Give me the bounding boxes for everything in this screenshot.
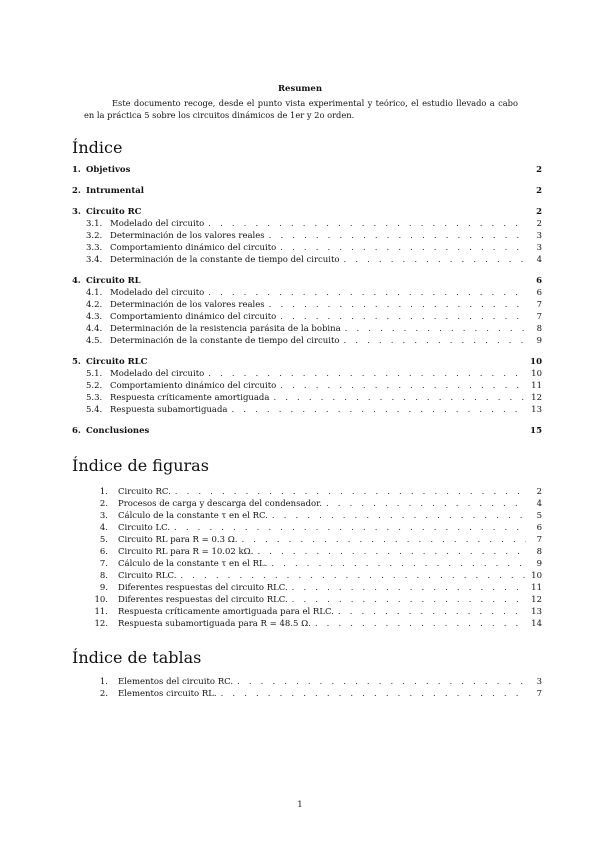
entry-title: Comportamiento dinámico del circuito xyxy=(110,243,277,253)
entry-number: 4.1. xyxy=(86,288,103,298)
dot-leader xyxy=(237,676,526,688)
toc-heading: Índice xyxy=(72,138,123,157)
dot-leader xyxy=(272,510,526,522)
entry-title: Circuito RLC. xyxy=(118,571,177,581)
entry-page-number: 10 xyxy=(531,571,542,581)
toc-section-entry[interactable] xyxy=(72,323,542,335)
entry-title: Respuesta subamortiguada para R = 48.5 Ω. xyxy=(118,619,311,629)
entry-page-number: 8 xyxy=(536,547,542,557)
entry-title: Circuito LC. xyxy=(118,523,171,533)
figure-entry[interactable] xyxy=(84,618,542,630)
entry-page-number: 6 xyxy=(536,288,542,298)
entry-number: 5. xyxy=(72,357,81,367)
entry-number: 1. xyxy=(72,165,81,175)
dot-leader xyxy=(175,486,526,498)
toc-section-entry[interactable] xyxy=(72,392,542,404)
entry-number: 3.4. xyxy=(86,255,103,265)
entry-number: 4.4. xyxy=(86,324,103,334)
abstract-text: Este documento recoge, desde el punto vista experimental y teórico, el estudio llevado a cabo en la práctica 5 sobre los circuitos dinámicos de 1er y 2o orden. xyxy=(84,98,518,120)
entry-number: 11. xyxy=(94,607,108,617)
dot-leader xyxy=(269,230,526,242)
entry-page-number: 12 xyxy=(531,393,542,403)
toc-chapter-entry[interactable] xyxy=(72,275,542,287)
entry-page-number: 14 xyxy=(531,619,542,629)
entry-page-number: 3 xyxy=(536,677,542,687)
entry-title: Diferentes respuestas del circuito RLC. xyxy=(118,595,288,605)
dot-leader xyxy=(208,287,526,299)
entry-page-number: 7 xyxy=(536,535,542,545)
dot-leader xyxy=(241,534,526,546)
toc-section-entry[interactable] xyxy=(72,335,542,347)
toc-chapter-block xyxy=(72,206,542,266)
figure-entry[interactable] xyxy=(84,510,542,522)
entry-page-number: 13 xyxy=(531,405,542,415)
entry-number: 5.4. xyxy=(86,405,103,415)
figure-entry[interactable] xyxy=(84,534,542,546)
dot-leader xyxy=(338,606,526,618)
entry-page-number: 2 xyxy=(536,219,542,229)
entry-title: Determinación de la resistencia parásita de la bobina xyxy=(110,324,341,334)
entry-page-number: 11 xyxy=(531,583,542,593)
entry-page-number: 3 xyxy=(536,243,542,253)
dot-leader xyxy=(326,498,526,510)
entry-page-number: 7 xyxy=(536,300,542,310)
entry-number: 4. xyxy=(99,523,108,533)
entry-page-number: 5 xyxy=(536,511,542,521)
toc-section-entry[interactable] xyxy=(72,299,542,311)
entry-number: 4.2. xyxy=(86,300,103,310)
entry-page-number: 7 xyxy=(536,312,542,322)
entry-page-number: 12 xyxy=(531,595,542,605)
dot-leader xyxy=(292,582,526,594)
toc-section-entry[interactable] xyxy=(72,404,542,416)
figure-entry[interactable] xyxy=(84,546,542,558)
entry-title: Conclusiones xyxy=(86,426,150,436)
figure-entry[interactable] xyxy=(84,558,542,570)
entry-number: 4.3. xyxy=(86,312,103,322)
figure-entry[interactable] xyxy=(84,570,542,582)
entry-page-number: 2 xyxy=(536,165,542,175)
entry-title: Circuito RL para R = 10.02 kΩ. xyxy=(118,547,254,557)
entry-number: 1. xyxy=(99,677,108,687)
dot-leader xyxy=(344,335,526,347)
entry-page-number: 15 xyxy=(530,426,542,436)
figure-entry[interactable] xyxy=(84,486,542,498)
entry-number: 3.2. xyxy=(86,231,103,241)
table-entry[interactable] xyxy=(84,676,542,688)
entry-number: 10. xyxy=(94,595,108,605)
toc-section-entry[interactable] xyxy=(72,311,542,323)
dot-leader xyxy=(208,218,526,230)
figure-entry[interactable] xyxy=(84,582,542,594)
dot-leader xyxy=(280,311,526,323)
entry-page-number: 7 xyxy=(536,689,542,699)
entry-number: 7. xyxy=(99,559,108,569)
entry-page-number: 2 xyxy=(536,207,542,217)
entry-page-number: 2 xyxy=(536,186,542,196)
dot-leader xyxy=(280,242,526,254)
dot-leader xyxy=(174,522,526,534)
entry-number: 9. xyxy=(99,583,108,593)
dot-leader xyxy=(345,323,526,335)
dot-leader xyxy=(280,380,526,392)
entry-number: 2. xyxy=(99,689,108,699)
figure-entry[interactable] xyxy=(84,522,542,534)
toc-chapter-block xyxy=(72,275,542,347)
abstract-title: Resumen xyxy=(277,84,323,94)
table-entry[interactable] xyxy=(84,688,542,700)
list-of-tables xyxy=(84,676,542,700)
entry-title: Modelado del circuito xyxy=(110,219,205,229)
dot-leader xyxy=(344,254,526,266)
dot-leader xyxy=(315,618,526,630)
page-number: 1 xyxy=(297,800,303,810)
entry-title: Determinación de los valores reales xyxy=(110,300,265,310)
entry-title: Circuito RC. xyxy=(118,487,171,497)
entry-number: 12. xyxy=(94,619,108,629)
entry-title: Respuesta críticamente amortiguada para el RLC. xyxy=(118,607,334,617)
entry-number: 3.3. xyxy=(86,243,103,253)
toc-section-entry[interactable] xyxy=(72,380,542,392)
entry-title: Modelado del circuito xyxy=(110,369,205,379)
entry-title: Objetivos xyxy=(86,165,131,175)
toc-chapter-block xyxy=(72,425,542,437)
dot-leader xyxy=(292,594,526,606)
entry-number: 1. xyxy=(99,487,108,497)
figure-entry[interactable] xyxy=(84,498,542,510)
entry-number: 4.5. xyxy=(86,336,103,346)
entry-number: 4. xyxy=(72,276,81,286)
toc-chapter-entry[interactable] xyxy=(72,164,542,176)
entry-number: 5.3. xyxy=(86,393,103,403)
entry-number: 2. xyxy=(99,499,108,509)
entry-number: 5.1. xyxy=(86,369,103,379)
entry-title: Modelado del circuito xyxy=(110,288,205,298)
entry-title: Procesos de carga y descarga del condensador. xyxy=(118,499,322,509)
toc-section-entry[interactable] xyxy=(72,254,542,266)
toc-chapter-entry[interactable] xyxy=(72,356,542,368)
entry-title: Circuito RC xyxy=(86,207,142,217)
entry-page-number: 10 xyxy=(530,357,542,367)
entry-page-number: 2 xyxy=(536,487,542,497)
entry-number: 5. xyxy=(99,535,108,545)
entry-title: Determinación de la constante de tiempo del circuito xyxy=(110,255,340,265)
entry-title: Comportamiento dinámico del circuito xyxy=(110,312,277,322)
entry-page-number: 13 xyxy=(531,607,542,617)
dot-leader xyxy=(257,546,526,558)
entry-page-number: 9 xyxy=(536,559,542,569)
entry-number: 6. xyxy=(72,426,81,436)
entry-number: 3.1. xyxy=(86,219,103,229)
dot-leader xyxy=(271,558,526,570)
figure-entry[interactable] xyxy=(84,606,542,618)
list-of-tables-heading: Índice de tablas xyxy=(72,648,202,667)
toc-section-entry[interactable] xyxy=(72,230,542,242)
dot-leader xyxy=(221,688,526,700)
entry-page-number: 9 xyxy=(536,336,542,346)
entry-page-number: 8 xyxy=(536,324,542,334)
entry-title: Elementos circuito RL. xyxy=(118,689,217,699)
table-of-contents xyxy=(72,164,542,446)
entry-number: 8. xyxy=(99,571,108,581)
toc-chapter-block xyxy=(72,185,542,197)
entry-number: 3. xyxy=(99,511,108,521)
dot-leader xyxy=(180,570,526,582)
dot-leader xyxy=(232,404,527,416)
toc-section-entry[interactable] xyxy=(72,368,542,380)
dot-leader xyxy=(208,368,526,380)
entry-title: Cálculo de la constante τ en el RC. xyxy=(118,511,268,521)
entry-title: Elementos del circuito RC. xyxy=(118,677,234,687)
entry-title: Comportamiento dinámico del circuito xyxy=(110,381,277,391)
toc-chapter-entry[interactable] xyxy=(72,185,542,197)
entry-title: Respuesta subamortiguada xyxy=(110,405,228,415)
entry-number: 3. xyxy=(72,207,81,217)
entry-title: Cálculo de la constante τ en el RL. xyxy=(118,559,268,569)
entry-number: 5.2. xyxy=(86,381,103,391)
toc-section-entry[interactable] xyxy=(72,242,542,254)
entry-title: Diferentes respuestas del circuito RLC. xyxy=(118,583,288,593)
toc-chapter-block xyxy=(72,164,542,176)
entry-page-number: 4 xyxy=(536,499,542,509)
entry-number: 2. xyxy=(72,186,81,196)
figure-entry[interactable] xyxy=(84,594,542,606)
entry-title: Circuito RL para R = 0.3 Ω. xyxy=(118,535,238,545)
entry-page-number: 3 xyxy=(536,231,542,241)
toc-chapter-entry[interactable] xyxy=(72,206,542,218)
entry-page-number: 6 xyxy=(536,276,542,286)
toc-section-entry[interactable] xyxy=(72,287,542,299)
entry-page-number: 11 xyxy=(531,381,542,391)
entry-number: 6. xyxy=(99,547,108,557)
toc-chapter-entry[interactable] xyxy=(72,425,542,437)
toc-section-entry[interactable] xyxy=(72,218,542,230)
entry-title: Respuesta críticamente amortiguada xyxy=(110,393,270,403)
entry-title: Circuito RLC xyxy=(86,357,148,367)
toc-chapter-block xyxy=(72,356,542,416)
list-of-figures-heading: Índice de figuras xyxy=(72,456,209,475)
entry-page-number: 4 xyxy=(536,255,542,265)
dot-leader xyxy=(273,392,526,404)
entry-title: Determinación de la constante de tiempo del circuito xyxy=(110,336,340,346)
list-of-figures xyxy=(84,486,542,630)
dot-leader xyxy=(269,299,526,311)
entry-title: Circuito RL xyxy=(86,276,141,286)
entry-page-number: 6 xyxy=(536,523,542,533)
entry-page-number: 10 xyxy=(531,369,542,379)
entry-title: Determinación de los valores reales xyxy=(110,231,265,241)
entry-title: Intrumental xyxy=(86,186,144,196)
